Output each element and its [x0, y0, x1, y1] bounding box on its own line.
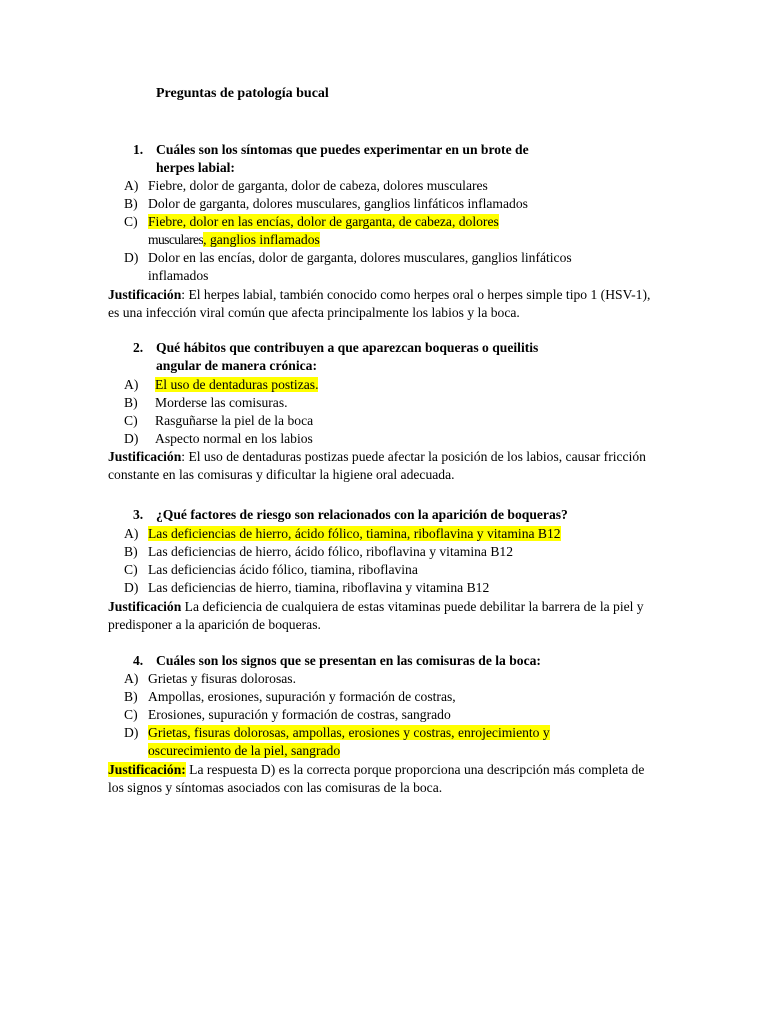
question-4-heading — [133, 652, 653, 670]
option-4d-correct — [124, 724, 644, 760]
option-3d — [124, 579, 649, 597]
option-1a — [124, 177, 649, 195]
option-2b — [124, 394, 649, 412]
option-letter: C) — [124, 562, 138, 577]
option-letter: D) — [124, 580, 139, 595]
option-letter: A) — [124, 178, 139, 193]
option-text — [124, 376, 649, 394]
justification-4 — [108, 761, 653, 797]
option-1d — [124, 249, 649, 285]
option-text: Aspecto normal en los labios — [155, 431, 313, 446]
option-letter: B) — [124, 544, 138, 559]
option-letter: A) — [124, 377, 139, 392]
highlighted-text: Fiebre, dolor en las encías, dolor de garganta, de cabeza, dolores — [148, 214, 499, 229]
option-3c — [124, 561, 649, 579]
option-4a — [124, 670, 649, 688]
option-letter: C) — [124, 413, 138, 428]
highlighted-text: oscurecimiento de la piel, sangrado — [148, 743, 341, 758]
question-text-line: Qué hábitos que contribuyen a que aparezcan boqueras o queilitis — [156, 340, 539, 355]
option-text-part: musculares — [148, 232, 204, 247]
option-3a-correct — [124, 525, 649, 543]
justification-text: : El uso de dentaduras postizas puede afectar la posición de los labios, causar fricción constante en las comisuras y dificultar la higiene oral adecuada. — [108, 449, 646, 482]
highlighted-text: Las deficiencias de hierro, ácido fólico, tiamina, riboflavina y vitamina B12 — [148, 526, 561, 541]
option-1c-correct — [124, 213, 649, 249]
question-3-heading — [133, 506, 653, 524]
option-2a-correct — [124, 376, 649, 394]
question-text-line: herpes labial: — [156, 160, 235, 175]
option-1b — [124, 195, 649, 213]
option-text: Grietas y fisuras dolorosas. — [148, 671, 296, 686]
question-text-line: Cuáles son los signos que se presentan en las comisuras de la boca: — [156, 653, 541, 668]
option-letter: B) — [124, 196, 138, 211]
option-letter: D) — [124, 250, 139, 265]
option-text — [124, 231, 649, 249]
justification-3 — [108, 598, 653, 634]
option-text — [124, 213, 649, 231]
option-letter: C) — [124, 214, 138, 229]
justification-text: La deficiencia de cualquiera de estas vitaminas puede debilitar la barrera de la piel y predisponer a la aparición de boqueras. — [108, 599, 644, 632]
option-4c — [124, 706, 649, 724]
option-text — [124, 525, 649, 543]
question-number: 2. — [133, 340, 144, 355]
option-2d — [124, 430, 649, 448]
option-text: Las deficiencias ácido fólico, tiamina, riboflavina — [148, 562, 418, 577]
question-text-line: ¿Qué factores de riesgo son relacionados con la aparición de boqueras? — [156, 507, 568, 522]
question-1-heading — [133, 141, 603, 177]
highlighted-text: El uso de dentaduras postizas. — [155, 377, 319, 392]
option-3b — [124, 543, 649, 561]
option-letter: D) — [124, 431, 139, 446]
option-text: Fiebre, dolor de garganta, dolor de cabeza, dolores musculares — [148, 178, 488, 193]
option-letter: A) — [124, 526, 139, 541]
option-text: Rasguñarse la piel de la boca — [155, 413, 314, 428]
option-2c — [124, 412, 649, 430]
question-2-heading — [133, 339, 603, 375]
option-text: Las deficiencias de hierro, ácido fólico, riboflavina y vitamina B12 — [148, 544, 514, 559]
document-title: Preguntas de patología bucal — [156, 86, 329, 101]
option-text — [124, 724, 644, 742]
question-number: 3. — [133, 507, 144, 522]
justification-label: Justificación — [108, 599, 182, 614]
option-text: Morderse las comisuras. — [155, 395, 288, 410]
highlighted-text: Grietas, fisuras dolorosas, ampollas, erosiones y costras, enrojecimiento y — [148, 725, 550, 740]
justification-label: Justificación: — [108, 762, 186, 777]
highlighted-text: , ganglios inflamados — [203, 232, 320, 247]
option-letter: A) — [124, 671, 139, 686]
question-number: 4. — [133, 653, 144, 668]
question-text-line: Cuáles son los síntomas que puedes experimentar en un brote de — [156, 142, 529, 157]
justification-text: La respuesta D) es la correcta porque proporciona una descripción más completa de los signos y síntomas asociados con las comisuras de la boca. — [108, 762, 645, 795]
option-text: Dolor de garganta, dolores musculares, ganglios linfáticos inflamados — [148, 196, 528, 211]
justification-label: Justificación — [108, 287, 182, 302]
justification-1 — [108, 286, 653, 322]
justification-label: Justificación — [108, 449, 182, 464]
option-letter: C) — [124, 707, 138, 722]
option-4b — [124, 688, 649, 706]
option-letter: B) — [124, 395, 138, 410]
option-text — [124, 742, 644, 760]
option-text: Las deficiencias de hierro, tiamina, riboflavina y vitamina B12 — [148, 580, 490, 595]
option-text: inflamados — [148, 268, 209, 283]
question-text-line: angular de manera crónica: — [156, 358, 317, 373]
justification-text: : El herpes labial, también conocido como herpes oral o herpes simple tipo 1 (HSV-1), es una infección viral común que afecta principalmente los labios y la boca. — [108, 287, 651, 320]
option-text: Erosiones, supuración y formación de costras, sangrado — [148, 707, 451, 722]
option-text: Ampollas, erosiones, supuración y formación de costras, — [148, 689, 456, 704]
justification-2 — [108, 448, 653, 484]
question-number: 1. — [133, 142, 144, 157]
option-letter: D) — [124, 725, 139, 740]
option-letter: B) — [124, 689, 138, 704]
option-text: Dolor en las encías, dolor de garganta, dolores musculares, ganglios linfáticos — [148, 250, 572, 265]
